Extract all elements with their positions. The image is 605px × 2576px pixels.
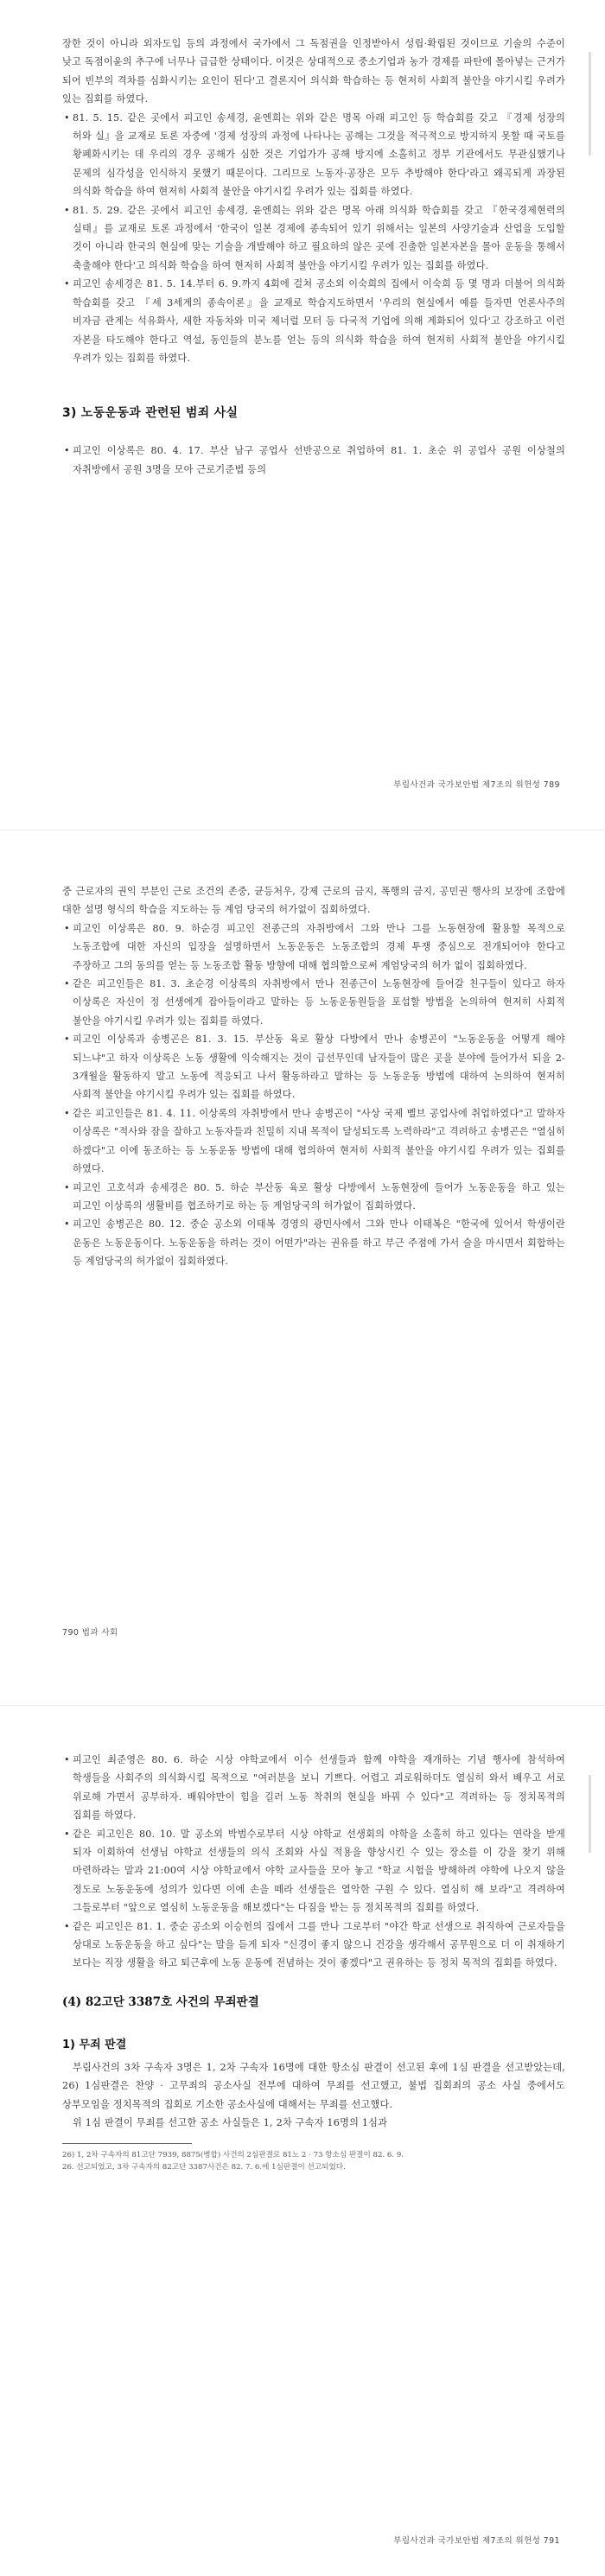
footnote: 26) 1, 2차 구속자의 81고단 7939, 8875(병합) 사건의 2심판결로 81노 2 · 73 항소심 판결이 82. 6. 9. (62, 2150, 404, 2159)
bullet-paragraph (62, 1179, 565, 1216)
bullet-paragraph (62, 1104, 565, 1179)
bullet-text: 피고인 이상록과 송병곤은 81. 3. 15. 부산동 육로 활상 다방에서 만나 송병곤이 "노동운동을 어떻게 해야 되느냐"고 하자 이상록은 노동 생활에 익숙해지는 것이 급선무인데 남자들이 많은 곳을 분야에 들어가서 되을 2-3개월을 활동하지 말고 노동에 적응되고 나서 활동하라고 말하는 등 노동운동 방법에 대하여 논의하여 현저히 사회적 불안을 야기시킬 우려가 있는 집회를 하였다. (73, 1034, 565, 1101)
bullet-icon: • (64, 1828, 70, 1840)
bullet-text: 피고인 최준영은 80. 6. 하순 시상 야학교에서 이수 선생들과 함께 야학을 재개하는 기념 행사에 참석하여 학생들을 사회주의 의식화시킬 목적으로 "여러분을 보니 기쁘다. 어렵고 괴로워하더도 열심히 와서 배우고 서로 위로해 가면서 공부하자. 배워야만이 힘을 길러 노동 착취의 현실을 바꿔 수 있다"고 격려하는 등 정치목적의 집회를 하였다. (73, 1754, 565, 1822)
document-page-791 (0, 1706, 605, 2576)
bullet-icon: • (64, 1218, 70, 1231)
document-page-789 (0, 0, 605, 830)
footnote-divider (62, 2143, 192, 2144)
bullet-icon: • (64, 1920, 70, 1932)
footnote: 26. 선고되었고, 3차 구속자의 82고단 3387사건은 82. 7. 6.에 1심판결이 선고되었다. (62, 2162, 346, 2172)
bullet-paragraph (62, 275, 565, 367)
bullet-icon: • (64, 1181, 70, 1193)
document-page-790 (0, 830, 605, 1705)
page-footer: 부림사건과 국가보안법 제7조의 위헌성 791 (393, 2536, 560, 2546)
bullet-text: 피고인 송세경은 81. 5. 14.부터 6. 9.까지 4회에 걸쳐 공소외 이숙희의 집에서 이숙희 등 몇 명과 더불어 의식화 학습회를 갖고 『세 3세계의 종속이론』을 교재로 학습지도하면서 '우리의 현실에서 예를 들자면 언론사주의 비자금 관계는 석유화사, 새한 자동차와 미국 제너럴 모터 등 다국적 기업에 의해 계화되어 있다'고 강조하고 이런 자본을 타도해야 한다고 역설, 동인들의 분노를 얻는 등의 의식화 학습을 하여 현저히 사회적 불안을 야기시킬 우려가 있는 집회를 하였다. (73, 278, 565, 364)
bullet-paragraph (62, 1751, 565, 1825)
paragraph: 부림사건의 3차 구속자 3명은 1, 2차 구속자 16명에 대한 항소심 판결이 선고된 후에 1심 판결을 선고받았는데, 26) 1심판결은 찬양 · 고무죄의 공소사실 전부에 대하여 무죄를 선고했고, 불법 집회죄의 공소 사실 중에서도 상부모임을 정치목적의 집회로 기소한 공소사실에 대해서는 무죄를 선고했다. (62, 2061, 565, 2110)
bullet-icon: • (64, 1034, 70, 1046)
bullet-paragraph (62, 201, 565, 276)
bullet-text: 피고인 이상록은 80. 9. 하순경 피고인 전종근의 자취방에서 그와 만나 그를 노동현장에 활용할 목적으로 노동조합에 대한 자신의 입장을 설명하면서 노동운동은 노동조합의 경제 투쟁 중심으로 전개되어야 한다고 주장하고 그의 동의를 얻는 등 노동조합 활동 방향에 대해 협의함으로써 계엄당국의 허가 없이 집회하였다. (73, 922, 565, 971)
bullet-icon: • (64, 445, 70, 457)
bullet-icon: • (64, 204, 70, 216)
bullet-paragraph (62, 1030, 565, 1104)
bullet-paragraph (62, 1918, 565, 1973)
bullet-paragraph (62, 1215, 565, 1270)
paragraph: 중 근로자의 권익 부분인 근로 조건의 존중, 균등처우, 강제 근로의 금지, 폭행의 금지, 공민권 행사의 보장에 조합에 대한 설명 형식의 학습을 지도하는 등 계엄 당국의 허가없이 집회하였다. (62, 886, 565, 916)
paragraph: 위 1심 판결이 무죄를 선고한 공소 사실들은 1, 2차 구속자 16명의 1심과 (73, 2117, 388, 2129)
bullet-icon: • (64, 278, 70, 290)
scan-edge-shadow (589, 1775, 591, 1853)
page-footer: 790 법과 사회 (62, 1628, 118, 1638)
bullet-text: 피고인 송병곤은 80. 12. 중순 공소외 이태복 경영의 광민사에서 그와 만나 이태복은 "한국에 있어서 학생이란 운동은 노동운동이다. 노동운동을 하려는 것이 어떤가"라는 권유를 하고 부근 주점에 가서 술을 마시면서 회합하는 등 계엄당국의 허가없이 집회하였다. (73, 1218, 565, 1268)
section-heading: 3) 노동운동과 관련된 범죄 사실 (62, 406, 239, 421)
bullet-paragraph (62, 919, 565, 975)
bullet-icon: • (64, 1107, 70, 1119)
bullet-text: 피고인 이상록은 80. 4. 17. 부산 남구 공업사 선반공으로 취업하여 81. 1. 초순 위 공업사 공원 이상철의 자취방에서 공원 3명을 모아 근로기준법 등의 (73, 445, 565, 475)
bullet-icon: • (64, 922, 70, 934)
scan-edge-shadow (589, 52, 591, 156)
paragraph: 장한 것이 아니라 외자도입 등의 과정에서 국가에서 그 독점권을 인정받아서 성립·확립된 것이므로 기술의 수준이 낮고 독점이윤의 추구에 너무나 급급한 상태이다. 이것은 상대적으로 중소기업과 농가 경제를 파탄에 몰아넣는 근거가 되어 빈부의 격차를 심화시키는 요인이 된다'고 결론지어 의식화 학습하는 등 현저히 사회적 불안을 야기시킬 우려가 있는 집회를 하였다. (62, 38, 565, 105)
bullet-text: 81. 5. 15. 같은 곳에서 피고인 송세경, 윤엔희는 위와 같은 명목 아래 피고인 등 학습회를 갖고 『경제 성장의 허와 실』을 교재로 토론 자중에 '경제 성장의 과정에 나타나는 공해는 그것을 적극적으로 방지하지 못할 때 국토를 황폐화시키는 데 우리의 경우 공해가 심한 것은 기업가가 공해 방지에 소홀히고 정부 기관에서도 무관심했기나 문제의 심각성을 인식하지 못했기 때문이다. 그리므로 노동자·공장은 모두 추방해야 한다'라고 왜곡되게 과장된 의식화 학습을 하여 현저히 사회적 불안을 야기시킬 우려가 있는 집회를 하였다. (73, 111, 565, 198)
bullet-paragraph (62, 1825, 565, 1918)
bullet-text: 피고인 고호석과 송세경은 80. 5. 하순 부산동 육로 활상 다방에서 노동현장에 들어가 노동운동을 하고 있는 피고인 이상록의 생활비를 협조하기로 하는 등 계엄당국의 허가없이 집회하였다. (73, 1181, 565, 1212)
bullet-paragraph (62, 975, 565, 1030)
subsection-heading: (4) 82고단 3387호 사건의 무죄판결 (62, 1994, 259, 2009)
bullet-text: 같은 피고인들은 81. 3. 초순경 이상록의 자취방에서 만나 전종근이 노동현장에 들어갈 친구들이 있다고 하자 이상록은 자신이 정 선생에게 잡아들이라고 말하는 등 노동운동원들을 포섭할 방법을 논의하여 현저히 사회적 불안을 야기시킬 우려가 있는 집회를 하였다. (73, 978, 565, 1027)
sub-heading-text: 1) 무죄 판결 (62, 2038, 127, 2051)
bullet-icon: • (64, 1754, 70, 1765)
bullet-text: 같은 피고인은 81. 1. 중순 공소외 이승헌의 집에서 그를 만나 그로부터 "야간 학교 선생으로 취직하여 근로자들을 상대로 노동운동을 하고 싶다"는 말을 듣게 되자 "신경이 좋지 않으니 건강을 생각해서 공무원으로 더 이 취재하기 보다는 직장 생활을 하고 퇴근후에 노동 운동에 전념하는 것이 좋겠다"고 권유하는 등 정치 목적의 집회를 하였다. (73, 1920, 565, 1969)
bullet-paragraph (62, 109, 565, 201)
bullet-text: 같은 피고인은 80. 10. 말 공소외 박범수로부터 시상 야학교 선생회의 야학을 소홀히 하고 있다는 연락을 받게 되자 이회하여 선생님 야학교 선생들의 의식 조회와 사실 적용을 향상시킨 수 있는 장소를 이 강을 찾기 위해 마련하라는 말과 21:00여 시상 야학교에서 야학 교사들을 모아 놓고 "학교 시험을 방해하려 야학에 나오지 않을 정도로 노동운동에 성의가 있다면 이에 손을 떼라 선생들은 열악한 구원 수 있다. 열심히 해 보라"고 격려하여 그들로부터 "앞으로 열심히 노동운동을 해보겠다"는 다짐을 받는 등 정치목적의 집회를 하였다. (73, 1828, 565, 1914)
bullet-text: 같은 피고인들은 81. 4. 11. 이상록의 자취방에서 만나 송병곤이 "사상 국제 벨브 공업사에 취업하였다"고 말하자 이상록은 "적사와 잠을 잘하고 노동자들과 친밀히 지내 목적이 달성되도록 노력하라"고 격려하고 송병곤은 "열심히 하겠다"고 이에 동조하는 등 노동운동 방법에 대해 협의하여 현저히 사회적 불안을 야기시킬 우려가 있는 집회를 하였다. (73, 1107, 565, 1175)
bullet-paragraph (62, 442, 565, 479)
bullet-icon: • (64, 978, 70, 990)
page-footer: 부림사건과 국가보안법 제7조의 위헌성 789 (393, 780, 560, 790)
bullet-text: 81. 5. 29. 같은 곳에서 피고인 송세경, 윤엔희는 위와 같은 명목 아래 의식화 학습회를 갖고 『한국경제현력의 실태』를 교재로 토론 과정에서 '한국이 일본 경제에 종속되어 있기 위해서는 일본의 사양기술과 산업을 도입할 것이 아니라 한국의 현실에 맞는 기술을 개발해야 하고 필요하의 않은 곳에 진출한 일본자본을 몰아 운동을 통해서 축출해야 한다'고 의식화 학습을 하여 현저히 사회적 불안을 야기시킬 우려가 있는 집회를 하였다. (73, 204, 565, 271)
sub-heading (62, 2035, 565, 2051)
bullet-icon: • (64, 111, 70, 124)
